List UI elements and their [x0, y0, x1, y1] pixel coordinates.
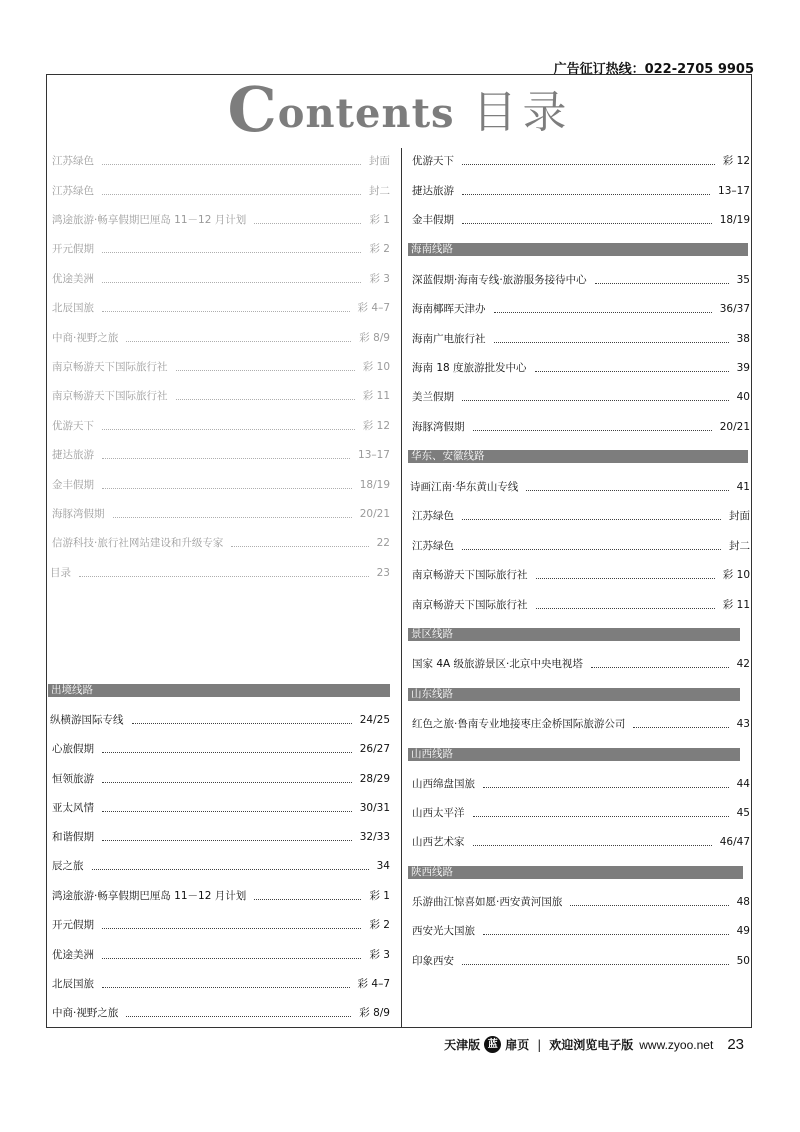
section-header-huadong: 华东、安徽线路 [408, 450, 748, 463]
toc-entry-page: 彩 8/9 [359, 332, 390, 344]
toc-entry-page: 彩 2 [369, 243, 390, 255]
toc-entry[interactable] [412, 212, 750, 228]
toc-entry[interactable] [52, 330, 390, 346]
toc-entry-page: 彩 10 [362, 361, 390, 373]
toc-entry[interactable] [412, 656, 750, 672]
dot-leader [102, 252, 361, 253]
section-header-shanxi: 山西线路 [408, 748, 740, 761]
toc-entry-label: 纵横游国际专线 [50, 714, 124, 726]
dot-leader [254, 223, 361, 224]
dot-leader [126, 1016, 351, 1017]
toc-entry-page: 13–17 [358, 449, 390, 461]
toc-entry-page: 20/21 [359, 508, 390, 520]
dot-leader [113, 517, 352, 518]
toc-entry[interactable] [412, 894, 750, 910]
toc-entry-label: 优途美洲 [52, 273, 94, 285]
title-word: ontents [277, 90, 455, 137]
toc-entry-page: 24/25 [359, 714, 390, 726]
page-number: 23 [727, 1036, 744, 1053]
dot-leader [494, 312, 712, 313]
toc-entry[interactable] [412, 805, 750, 821]
toc-entry-label: 海南 18 度旅游批发中心 [412, 362, 527, 374]
toc-entry-label: 开元假期 [52, 243, 94, 255]
toc-entry[interactable] [52, 976, 390, 992]
column-divider [401, 148, 402, 1028]
dot-leader [176, 370, 355, 371]
toc-entry[interactable] [52, 858, 390, 874]
dot-leader [535, 371, 729, 372]
toc-entry[interactable] [52, 300, 390, 316]
toc-entry-page: 30/31 [359, 802, 390, 814]
toc-entry-label: 乐游曲江惊喜如愿·西安黄河国旅 [412, 896, 563, 908]
dot-leader [102, 194, 361, 195]
dot-leader [176, 399, 355, 400]
toc-entry-label: 山西艺术家 [412, 836, 465, 848]
toc-entry-label: 江苏绿色 [412, 510, 454, 522]
section-header-jingqu: 景区线路 [408, 628, 740, 641]
toc-entry-label: 捷达旅游 [412, 185, 454, 197]
dot-leader [102, 164, 361, 165]
toc-entry-page: 18/19 [719, 214, 750, 226]
toc-entry-page: 彩 11 [362, 390, 390, 402]
dot-leader [231, 546, 368, 547]
section-header-hainan: 海南线路 [408, 243, 748, 256]
toc-entry[interactable] [52, 241, 390, 257]
toc-entry-page: 39 [736, 362, 750, 374]
toc-entry-page: 50 [736, 955, 750, 967]
toc-entry-label: 金丰假期 [52, 479, 94, 491]
toc-entry[interactable] [412, 716, 750, 732]
toc-entry-label: 优游天下 [412, 155, 454, 167]
toc-entry[interactable] [52, 447, 390, 463]
dot-leader [473, 816, 729, 817]
toc-entry[interactable] [412, 183, 750, 199]
dot-leader [494, 342, 729, 343]
toc-entry[interactable] [52, 1005, 390, 1021]
toc-entry-page: 40 [736, 391, 750, 403]
toc-entry[interactable] [412, 153, 750, 169]
dot-leader [102, 458, 350, 459]
toc-entry-page: 彩 4–7 [357, 978, 390, 990]
toc-entry[interactable] [52, 535, 390, 551]
toc-entry[interactable] [412, 301, 750, 317]
toc-entry[interactable] [50, 565, 390, 581]
toc-entry-label: 鸿途旅游·畅享假期巴厘岛 11－12 月计划 [52, 214, 247, 226]
dot-leader [92, 869, 369, 870]
toc-entry-page: 封二 [729, 540, 750, 552]
toc-entry-page: 彩 1 [369, 890, 390, 902]
toc-entry-label: 海豚湾假期 [52, 508, 105, 520]
toc-entry[interactable] [52, 418, 390, 434]
toc-entry[interactable] [52, 741, 390, 757]
toc-entry-page: 彩 2 [369, 919, 390, 931]
toc-entry-label: 西安光大国旅 [412, 925, 475, 937]
toc-entry-label: 北辰国旅 [52, 978, 94, 990]
toc-entry-page: 彩 4–7 [357, 302, 390, 314]
dot-leader [126, 341, 351, 342]
toc-entry-page: 封面 [369, 155, 390, 167]
toc-entry-page: 彩 1 [369, 214, 390, 226]
toc-entry-page: 23 [376, 567, 390, 579]
toc-entry-page: 36/37 [719, 303, 750, 315]
toc-entry-page: 13–17 [718, 185, 750, 197]
toc-entry[interactable] [412, 923, 750, 939]
toc-entry[interactable] [412, 419, 750, 435]
toc-entry-page: 28/29 [359, 773, 390, 785]
toc-entry-label: 海南广电旅行社 [412, 333, 486, 345]
dot-leader [79, 576, 369, 577]
toc-entry-label: 国家 4A 级旅游景区·北京中央电视塔 [412, 658, 583, 670]
dot-leader [102, 429, 355, 430]
ad-hotline: 广告征订热线：022-2705 9905 [553, 62, 754, 77]
toc-entry-page: 43 [736, 718, 750, 730]
toc-entry-label: 金丰假期 [412, 214, 454, 226]
dot-leader [462, 519, 721, 520]
toc-entry[interactable] [412, 331, 750, 347]
footer-site-link[interactable]: www.zyoo.net [639, 1037, 714, 1052]
toc-entry[interactable] [52, 800, 390, 816]
toc-entry-page: 18/19 [359, 479, 390, 491]
toc-entry[interactable] [52, 359, 390, 375]
dot-leader [570, 905, 728, 906]
toc-entry-label: 心旅假期 [52, 743, 94, 755]
toc-entry-label: 南京畅游天下国际旅行社 [52, 361, 168, 373]
toc-entry[interactable] [52, 388, 390, 404]
toc-entry-label: 山西绵盘国旅 [412, 778, 475, 790]
toc-entry-label: 南京畅游天下国际旅行社 [412, 599, 528, 611]
toc-entry-label: 开元假期 [52, 919, 94, 931]
dot-leader [536, 578, 715, 579]
toc-entry-page: 彩 3 [369, 273, 390, 285]
dot-leader [536, 608, 715, 609]
dot-leader [102, 811, 352, 812]
toc-entry-label: 目录 [50, 567, 71, 579]
dot-leader [462, 964, 729, 965]
toc-entry-page: 45 [736, 807, 750, 819]
toc-entry-label: 南京畅游天下国际旅行社 [412, 569, 528, 581]
toc-entry[interactable] [52, 506, 390, 522]
toc-entry-page: 封面 [729, 510, 750, 522]
toc-entry-label: 诗画江南·华东黄山专线 [410, 481, 519, 493]
toc-entry-page: 49 [736, 925, 750, 937]
toc-entry-label: 和谐假期 [52, 831, 94, 843]
toc-entry[interactable] [52, 771, 390, 787]
toc-entry[interactable] [412, 834, 750, 850]
toc-entry-page: 彩 12 [722, 155, 750, 167]
dot-leader [526, 490, 728, 491]
toc-entry[interactable] [52, 183, 390, 199]
toc-entry-page: 35 [736, 274, 750, 286]
footer-welcome: 欢迎浏览电子版 [549, 1038, 634, 1052]
footer-edition: 天津版 [444, 1038, 481, 1052]
dot-leader [595, 283, 729, 284]
toc-entry-label: 江苏绿色 [412, 540, 454, 552]
toc-entry[interactable] [412, 776, 750, 792]
dot-leader [102, 311, 350, 312]
dot-leader [462, 549, 721, 550]
toc-entry-label: 美兰假期 [412, 391, 454, 403]
dot-leader [462, 164, 715, 165]
toc-entry[interactable] [412, 953, 750, 969]
toc-entry-label: 优游天下 [52, 420, 94, 432]
toc-entry-page: 46/47 [719, 836, 750, 848]
toc-entry-page: 41 [736, 481, 750, 493]
page-title [0, 73, 800, 146]
footer-badge-icon: 蓝 [484, 1036, 501, 1053]
title-chinese: 目录 [472, 87, 573, 138]
toc-entry[interactable] [412, 389, 750, 405]
toc-entry[interactable] [52, 829, 390, 845]
dot-leader [483, 934, 729, 935]
toc-entry[interactable] [52, 212, 390, 228]
toc-entry[interactable] [412, 538, 750, 554]
dot-leader [102, 840, 352, 841]
toc-entry-page: 彩 12 [362, 420, 390, 432]
dot-leader [483, 787, 729, 788]
section-header-shandong: 山东线路 [408, 688, 740, 701]
dot-leader [102, 958, 361, 959]
toc-entry-page: 34 [376, 860, 390, 872]
dot-leader [633, 727, 728, 728]
toc-entry-page: 彩 8/9 [359, 1007, 390, 1019]
toc-entry-label: 中商·视野之旅 [52, 1007, 119, 1019]
toc-entry-page: 封二 [369, 185, 390, 197]
toc-entry-page: 22 [376, 537, 390, 549]
dot-leader [102, 488, 352, 489]
toc-entry[interactable] [50, 712, 390, 728]
page-footer [444, 1036, 744, 1053]
toc-entry[interactable] [52, 888, 390, 904]
toc-entry-page: 32/33 [359, 831, 390, 843]
toc-entry[interactable] [52, 477, 390, 493]
toc-entry-page: 20/21 [719, 421, 750, 433]
toc-entry-label: 深蓝假期·海南专线·旅游服务接待中心 [412, 274, 587, 286]
toc-entry-label: 南京畅游天下国际旅行社 [52, 390, 168, 402]
toc-entry-label: 北辰国旅 [52, 302, 94, 314]
toc-entry[interactable] [52, 153, 390, 169]
toc-entry-page: 彩 3 [369, 949, 390, 961]
toc-entry[interactable] [412, 272, 750, 288]
toc-entry-page: 彩 11 [722, 599, 750, 611]
dot-leader [102, 928, 361, 929]
section-header-outbound: 出境线路 [48, 684, 390, 697]
dot-leader [132, 723, 352, 724]
dot-leader [473, 430, 712, 431]
title-initial: C [227, 73, 278, 146]
dot-leader [102, 782, 352, 783]
dot-leader [591, 667, 729, 668]
section-header-shaanxi: 陕西线路 [408, 866, 743, 879]
toc-entry-label: 优途美洲 [52, 949, 94, 961]
toc-entry[interactable] [412, 597, 750, 613]
toc-entry-label: 中商·视野之旅 [52, 332, 119, 344]
toc-entry-label: 恒领旅游 [52, 773, 94, 785]
toc-entry-label: 江苏绿色 [52, 185, 94, 197]
toc-entry-page: 38 [736, 333, 750, 345]
toc-entry[interactable] [52, 917, 390, 933]
dot-leader [462, 223, 712, 224]
toc-entry-page: 26/27 [359, 743, 390, 755]
footer-section: 扉页 [505, 1038, 530, 1052]
toc-entry-page: 48 [736, 896, 750, 908]
dot-leader [254, 899, 361, 900]
toc-entry[interactable] [412, 508, 750, 524]
toc-entry-label: 印象西安 [412, 955, 454, 967]
toc-entry[interactable] [52, 271, 390, 287]
toc-entry-label: 山西太平洋 [412, 807, 465, 819]
dot-leader [102, 282, 361, 283]
dot-leader [462, 400, 729, 401]
toc-entry-label: 海南椰晖天津办 [412, 303, 486, 315]
dot-leader [473, 845, 712, 846]
toc-entry-label: 亚太风情 [52, 802, 94, 814]
dot-leader [102, 987, 350, 988]
toc-entry[interactable] [412, 360, 750, 376]
toc-entry[interactable] [410, 479, 750, 495]
toc-entry-label: 鸿途旅游·畅享假期巴厘岛 11－12 月计划 [52, 890, 247, 902]
dot-leader [462, 194, 710, 195]
toc-entry-page: 44 [736, 778, 750, 790]
toc-entry-label: 捷达旅游 [52, 449, 94, 461]
toc-entry[interactable] [52, 947, 390, 963]
toc-entry-page: 彩 10 [722, 569, 750, 581]
toc-entry-label: 红色之旅·鲁南专业地接枣庄金桥国际旅游公司 [412, 718, 626, 730]
toc-entry-page: 42 [736, 658, 750, 670]
dot-leader [102, 752, 352, 753]
toc-entry-label: 辰之旅 [52, 860, 84, 872]
toc-entry-label: 海豚湾假期 [412, 421, 465, 433]
toc-entry-label: 江苏绿色 [52, 155, 94, 167]
footer-separator: | [537, 1037, 542, 1052]
toc-entry-label: 信游科技·旅行社网站建设和升级专家 [52, 537, 224, 549]
toc-entry[interactable] [412, 567, 750, 583]
